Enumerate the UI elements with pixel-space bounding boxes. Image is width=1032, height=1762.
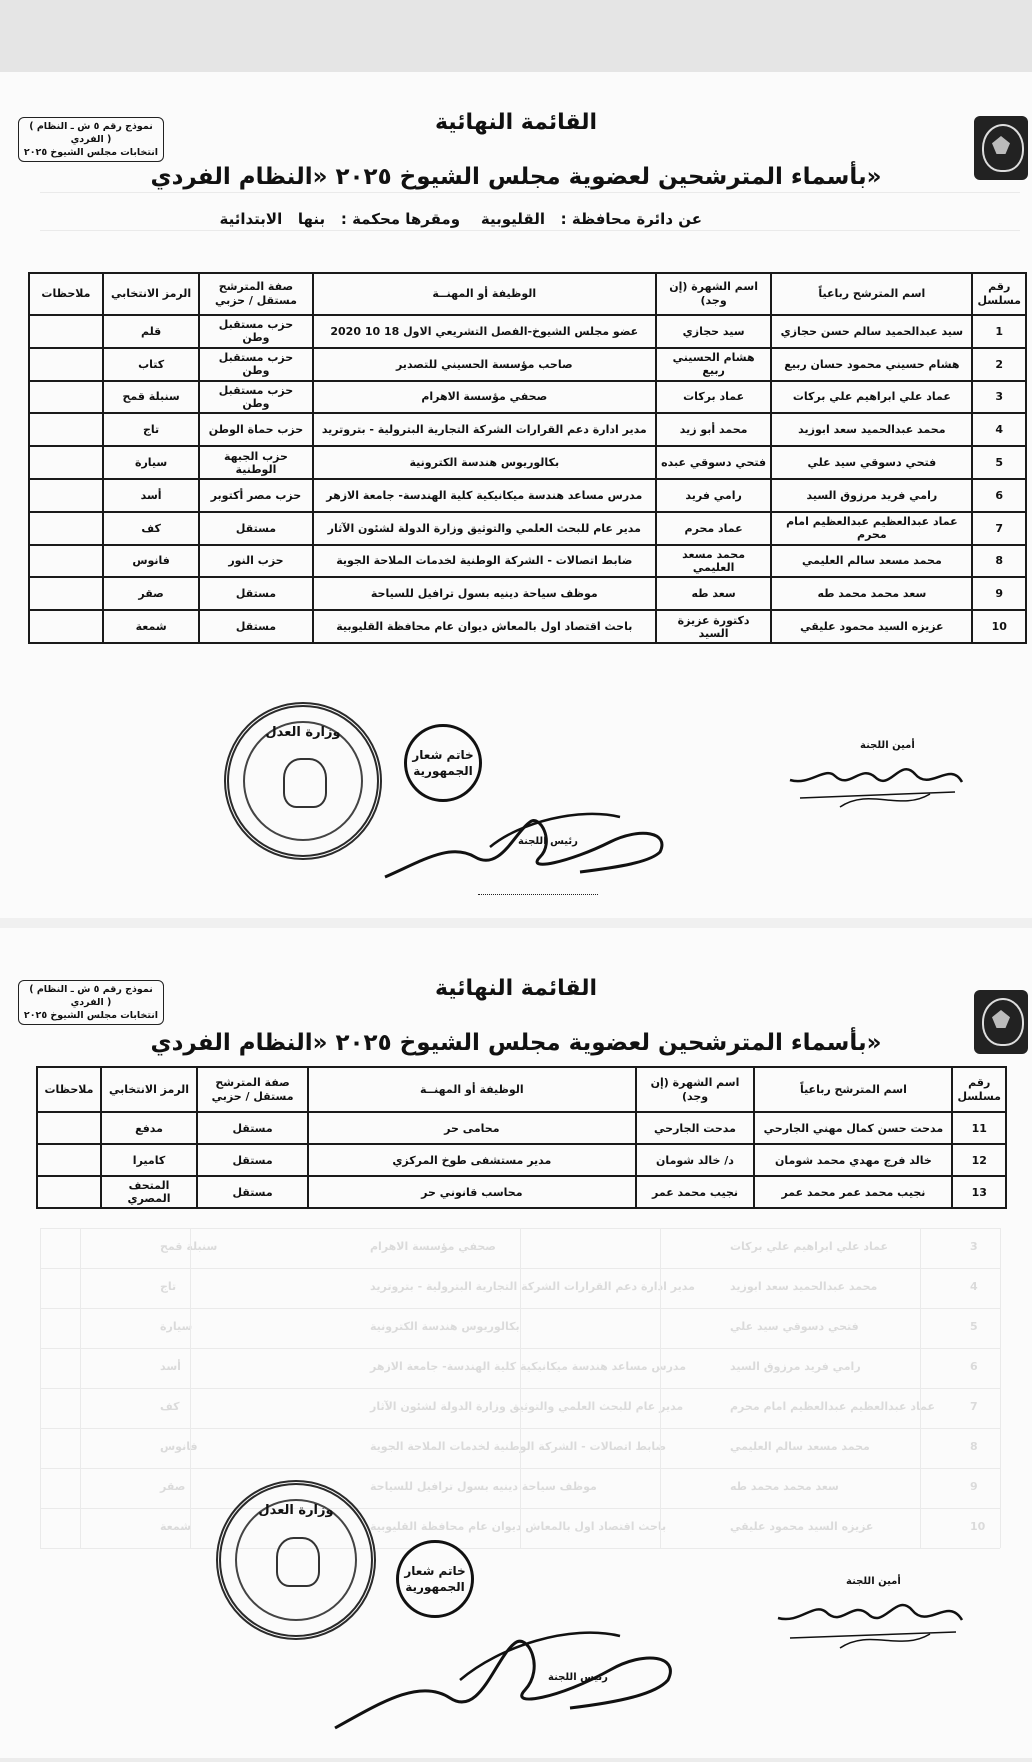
page-subtitle: بأسماء المترشحين لعضوية مجلس الشيوخ ٢٠٢٥ «النظام الفردي» (150, 164, 882, 190)
bleed-through (0, 192, 1032, 232)
col-nickname: اسم الشهرة (إن وجد) (656, 273, 771, 315)
capacity-cell: حزب النور (199, 545, 312, 578)
serial-cell: 7 (972, 512, 1026, 545)
table-header-row (37, 1067, 1006, 1112)
nickname-cell: نجيب محمد عمر (636, 1176, 755, 1208)
col-notes: ملاحظات (29, 273, 103, 315)
page-title: القائمة النهائية (434, 110, 598, 135)
page-gap (0, 918, 1032, 928)
nickname-cell: هشام الحسيني ربيع (656, 348, 771, 381)
ghost-col-line (80, 1228, 81, 1548)
table-row (29, 446, 1026, 479)
capacity-cell: حزب حماة الوطن (199, 413, 312, 446)
col-nickname: اسم الشهرة (إن وجد) (636, 1067, 755, 1112)
notes-cell (29, 348, 103, 381)
ghost-col-line (920, 1228, 921, 1548)
name-cell: محمد عبدالحميد سعد ابوزيد (771, 413, 972, 446)
nickname-cell: د/ خالد شومان (636, 1144, 755, 1176)
job-cell: مدير ادارة دعم القرارات الشركة التجارية البترولية - بتروتريد (313, 413, 656, 446)
col-serial: رقم مسلسل (972, 273, 1026, 315)
nickname-cell: فتحي دسوقي عبده (656, 446, 771, 479)
ghost-name: محمد مسعد سالم العليمي (730, 1440, 870, 1453)
ghost-serial: 3 (970, 1240, 978, 1253)
ghost-symbol: أسد (160, 1360, 181, 1373)
ghost-col-line (520, 1228, 521, 1548)
col-notes: ملاحظات (37, 1067, 101, 1112)
nickname-cell: رامي فريد (656, 479, 771, 512)
table-row (37, 1176, 1006, 1208)
notes-cell (29, 577, 103, 610)
notes-cell (29, 512, 103, 545)
table-row (37, 1112, 1006, 1144)
bleed-through-table (40, 1228, 1000, 1568)
serial-cell: 2 (972, 348, 1026, 381)
serial-cell: 10 (972, 610, 1026, 643)
name-cell: نجيب محمد عمر محمد عمر (754, 1176, 952, 1208)
job-cell: ضابط اتصالات - الشركة الوطنية لخدمات الملاحة الجوية (313, 545, 656, 578)
ministry-stamp (224, 702, 382, 860)
nickname-cell: عماد بركات (656, 381, 771, 414)
signature-line (478, 894, 598, 895)
ghost-job: صحفي مؤسسة الاهرام (370, 1240, 496, 1253)
top-bar (0, 0, 1032, 72)
table-row (29, 577, 1026, 610)
symbol-cell: أسد (103, 479, 199, 512)
republic-seal-mark: خاتم شعار الجمهورية (396, 1540, 474, 1618)
job-cell: محاسب قانوني حر (308, 1176, 636, 1208)
name-cell: عماد علي ابراهيم علي بركات (771, 381, 972, 414)
nickname-cell: دكتورة عزيزة السيد (656, 610, 771, 643)
ghost-symbol: سيارة (160, 1320, 193, 1333)
capacity-cell: مستقل (199, 512, 312, 545)
name-cell: عماد عبدالعظيم عبدالعظيم امام محرم (771, 512, 972, 545)
col-job: الوظيفة أو المهنــة (308, 1067, 636, 1112)
ghost-name: رامي فريد مرزوق السيد (730, 1360, 861, 1373)
ghost-job: مدير ادارة دعم القرارات الشركة التجارية البترولية - بتروتريد (370, 1280, 695, 1293)
serial-cell: 4 (972, 413, 1026, 446)
notes-cell (29, 479, 103, 512)
col-serial: رقم مسلسل (952, 1067, 1006, 1112)
capacity-cell: مستقل (197, 1176, 308, 1208)
name-cell: رامي فريد مرزوق السيد (771, 479, 972, 512)
job-cell: بكالوريوس هندسة الكترونية (313, 446, 656, 479)
name-cell: مدحت حسن كمال مهني الجارحي (754, 1112, 952, 1144)
secretary-signature (770, 1586, 970, 1656)
serial-cell: 3 (972, 381, 1026, 414)
col-name: اسم المترشح رباعياً (771, 273, 972, 315)
col-symbol: الرمز الانتخابي (103, 273, 199, 315)
ghost-symbol: كف (160, 1400, 180, 1413)
col-capacity: صفة المترشح مستقل / حزبي (197, 1067, 308, 1112)
ghost-col-line (1000, 1228, 1001, 1548)
job-cell: مدرس مساعد هندسة ميكانيكية كلية الهندسة- جامعة الازهر (313, 479, 656, 512)
ghost-job: باحث اقتصاد اول بالمعاش ديوان عام محافظة القليوبية (370, 1520, 667, 1533)
ghost-serial: 9 (970, 1480, 978, 1493)
notes-cell (29, 446, 103, 479)
ghost-job: مدير عام للبحث العلمي والتوثيق وزارة الدولة لشئون الآثار (370, 1400, 684, 1413)
serial-cell: 6 (972, 479, 1026, 512)
capacity-cell: مستقل (197, 1144, 308, 1176)
serial-cell: 5 (972, 446, 1026, 479)
chair-label: رئيس اللجنة (518, 836, 578, 847)
table-row (37, 1144, 1006, 1176)
notes-cell (29, 381, 103, 414)
name-cell: سعد محمد محمد طه (771, 577, 972, 610)
ghost-serial: 8 (970, 1440, 978, 1453)
nickname-cell: سعد طه (656, 577, 771, 610)
ghost-job: موظف سياحة دينيه بسول ترافيل للسياحة (370, 1480, 597, 1493)
capacity-cell: مستقل (199, 577, 312, 610)
notes-cell (29, 545, 103, 578)
symbol-cell: سيارة (103, 446, 199, 479)
table-row (29, 512, 1026, 545)
republic-seal-mark: خاتم شعار الجمهورية (404, 724, 482, 802)
name-cell: هشام حسيني محمود حسان ربيع (771, 348, 972, 381)
nickname-cell: عماد محرم (656, 512, 771, 545)
ghost-symbol: صقر (160, 1480, 186, 1493)
symbol-cell: سنبلة قمح (103, 381, 199, 414)
table-row (29, 413, 1026, 446)
serial-cell: 9 (972, 577, 1026, 610)
symbol-cell: مدفع (101, 1112, 197, 1144)
document-page-1 (0, 72, 1032, 918)
table-header-row (29, 273, 1026, 315)
serial-cell: 8 (972, 545, 1026, 578)
ghost-symbol: تاج (160, 1280, 177, 1293)
chair-signature (330, 1608, 690, 1748)
ghost-name: عماد عبدالعظيم عبدالعظيم امام محرم (730, 1400, 935, 1413)
form-number: ( نموذج رقم ٥ ش ـ النظام الفردي ) (29, 121, 153, 145)
secretary-label: أمين اللجنة (860, 740, 915, 751)
symbol-cell: المتحف المصري (101, 1176, 197, 1208)
form-number: ( نموذج رقم ٥ ش ـ النظام الفردي ) (29, 984, 153, 1008)
chair-label: رئيس اللجنة (548, 1672, 608, 1683)
symbol-cell: تاج (103, 413, 199, 446)
capacity-cell: حزب مستقبل وطن (199, 348, 312, 381)
symbol-cell: صقر (103, 577, 199, 610)
symbol-cell: فانوس (103, 545, 199, 578)
ghost-name: محمد عبدالحميد سعد ابوزيد (730, 1280, 878, 1293)
job-cell: مدير عام للبحث العلمي والتوثيق وزارة الدولة لشئون الآثار (313, 512, 656, 545)
name-cell: سيد عبدالحميد سالم حسن حجازي (771, 315, 972, 348)
capacity-cell: مستقل (199, 610, 312, 643)
symbol-cell: كاميرا (101, 1144, 197, 1176)
page-subtitle: بأسماء المترشحين لعضوية مجلس الشيوخ ٢٠٢٥ «النظام الفردي» (150, 1030, 882, 1056)
ghost-col-line (40, 1228, 41, 1548)
ghost-name: عزيزه السيد محمود عليقي (730, 1520, 874, 1533)
document-page-2 (0, 928, 1032, 1758)
notes-cell (37, 1144, 101, 1176)
serial-cell: 1 (972, 315, 1026, 348)
nickname-cell: سيد حجازي (656, 315, 771, 348)
ghost-col-line (660, 1228, 661, 1548)
notes-cell (37, 1112, 101, 1144)
col-name: اسم المترشح رباعياً (754, 1067, 952, 1112)
ghost-name: عماد علي ابراهيم علي بركات (730, 1240, 889, 1253)
table-row (29, 479, 1026, 512)
stamp-text: وزارة العدل (258, 1503, 334, 1518)
table-row (29, 348, 1026, 381)
ghost-job: ضابط اتصالات - الشركة الوطنية لخدمات الملاحة الجوية (370, 1440, 667, 1453)
secretary-signature (780, 752, 970, 812)
capacity-cell: مستقل (197, 1112, 308, 1144)
capacity-cell: حزب مستقبل وطن (199, 315, 312, 348)
ghost-serial: 4 (970, 1280, 978, 1293)
ghost-symbol: سنبلة قمح (160, 1240, 218, 1253)
page-title: القائمة النهائية (434, 976, 598, 1001)
table-row (29, 545, 1026, 578)
stamp-text: وزارة العدل (265, 725, 341, 740)
ghost-serial: 7 (970, 1400, 978, 1413)
ghost-row-line (40, 1548, 1000, 1549)
ghost-serial: 5 (970, 1320, 978, 1333)
symbol-cell: قلم (103, 315, 199, 348)
ghost-name: سعد محمد محمد طه (730, 1480, 839, 1493)
candidates-table (36, 1066, 1007, 1209)
name-cell: خالد فرج مهدي محمد شومان (754, 1144, 952, 1176)
form-election: انتخابات مجلس الشيوخ ٢٠٢٥ (23, 1010, 159, 1021)
job-cell: موظف سياحة دينيه بسول ترافيل للسياحة (313, 577, 656, 610)
serial-cell: 12 (952, 1144, 1006, 1176)
job-cell: مدير مستشفى طوخ المركزي (308, 1144, 636, 1176)
table-row (29, 381, 1026, 414)
job-cell: صحفي مؤسسة الاهرام (313, 381, 656, 414)
job-cell: عضو مجلس الشيوخ-الفصل التشريعي الاول 18 10 2020 (313, 315, 656, 348)
notes-cell (29, 315, 103, 348)
capacity-cell: حزب مصر أكتوبر (199, 479, 312, 512)
name-cell: عزيزه السيد محمود عليقي (771, 610, 972, 643)
col-job: الوظيفة أو المهنــة (313, 273, 656, 315)
notes-cell (37, 1176, 101, 1208)
secretary-label: أمين اللجنة (846, 1576, 901, 1587)
job-cell: باحث اقتصاد اول بالمعاش ديوان عام محافظة القليوبية (313, 610, 656, 643)
nickname-cell: محمد أبو زيد (656, 413, 771, 446)
ghost-job: مدرس مساعد هندسة ميكانيكية كلية الهندسة- جامعة الازهر (370, 1360, 687, 1373)
capacity-cell: حزب مستقبل وطن (199, 381, 312, 414)
ghost-job: بكالوريوس هندسة الكترونية (370, 1320, 520, 1333)
serial-cell: 11 (952, 1112, 1006, 1144)
district-line: عن دائرة محافظة : القليوبية ومقرها محكمة : بنها الابتدائية (219, 210, 702, 228)
name-cell: محمد مسعد سالم العليمي (771, 545, 972, 578)
table-row (29, 315, 1026, 348)
notes-cell (29, 610, 103, 643)
form-election: انتخابات مجلس الشيوخ ٢٠٢٥ (23, 147, 159, 158)
ghost-name: فتحي دسوقي سيد علي (730, 1320, 859, 1333)
capacity-cell: حزب الجبهة الوطنية (199, 446, 312, 479)
ghost-col-line (190, 1228, 191, 1548)
ghost-serial: 6 (970, 1360, 978, 1373)
ghost-serial: 10 (970, 1520, 986, 1533)
job-cell: صاحب مؤسسة الحسيني للتصدير (313, 348, 656, 381)
candidates-table (28, 272, 1027, 644)
job-cell: محامى حر (308, 1112, 636, 1144)
symbol-cell: كف (103, 512, 199, 545)
chair-signature (380, 802, 680, 902)
nickname-cell: مدحت الجارحي (636, 1112, 755, 1144)
col-capacity: صفة المترشح مستقل / حزبي (199, 273, 312, 315)
symbol-cell: شمعة (103, 610, 199, 643)
ghost-symbol: فانوس (160, 1440, 198, 1453)
ghost-symbol: شمعة (160, 1520, 192, 1533)
table-row (29, 610, 1026, 643)
nickname-cell: محمد مسعد العليمي (656, 545, 771, 578)
name-cell: فتحي دسوقي سيد علي (771, 446, 972, 479)
serial-cell: 13 (952, 1176, 1006, 1208)
symbol-cell: كتاب (103, 348, 199, 381)
page-gap (0, 1758, 1032, 1762)
notes-cell (29, 413, 103, 446)
col-symbol: الرمز الانتخابي (101, 1067, 197, 1112)
